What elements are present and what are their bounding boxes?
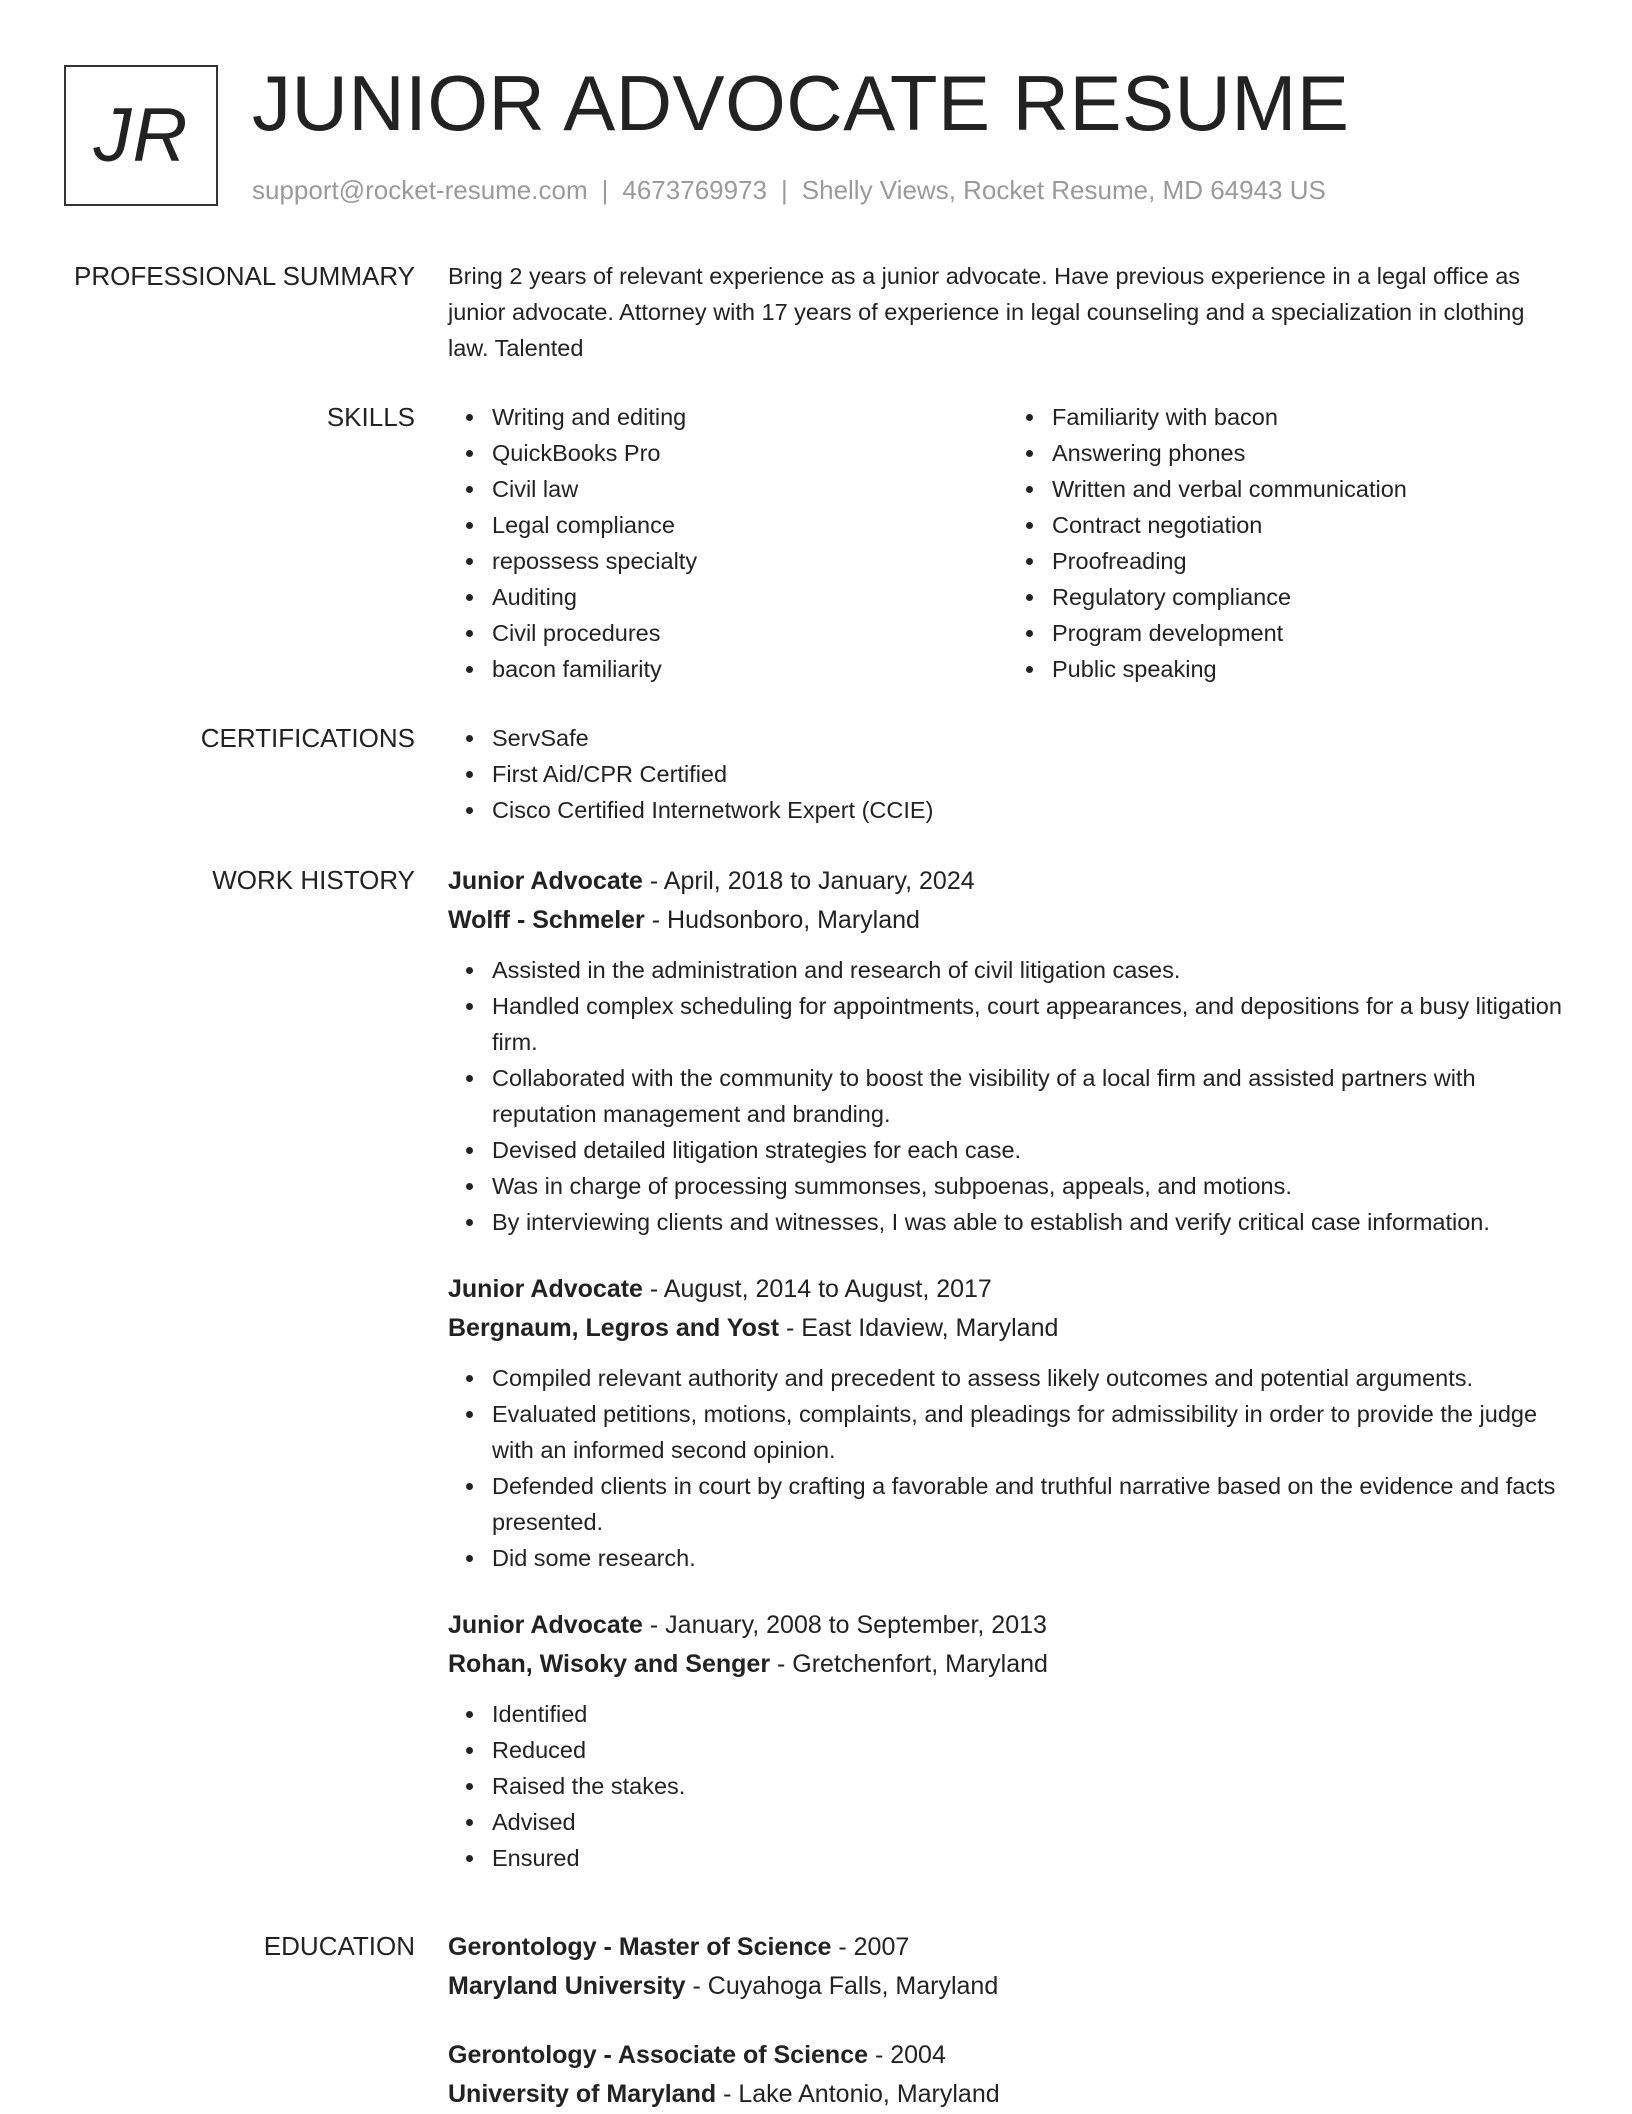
section-label-work-history: WORK HISTORY (212, 865, 415, 895)
job-dates: - April, 2018 to January, 2024 (642, 867, 975, 895)
job-location: - Hudsonboro, Maryland (644, 906, 920, 934)
job-duties-list (448, 1696, 1568, 1876)
list-item: Reduced (492, 1732, 1568, 1768)
contact-separator: | (601, 175, 609, 205)
certifications-body (448, 720, 1568, 828)
list-item: Compiled relevant authority and precedent to assess likely outcomes and potential arguments. (492, 1360, 1568, 1396)
education-degree: Gerontology - Associate of Science (448, 2041, 869, 2069)
job-location: - East Idaview, Maryland (779, 1314, 1059, 1342)
list-item: Identified (492, 1696, 1568, 1732)
list-item: Devised detailed litigation strategies for each case. (492, 1132, 1568, 1168)
job-company: Rohan, Wisoky and Senger (448, 1650, 771, 1678)
education-school: University of Maryland (448, 2080, 717, 2108)
contact-phone[interactable]: 4673769973 (622, 175, 767, 205)
job-company-line (448, 1645, 1568, 1684)
section-label-summary: PROFESSIONAL SUMMARY (74, 261, 415, 291)
job-dates: - August, 2014 to August, 2017 (642, 1275, 992, 1303)
education-body (448, 1928, 1568, 2114)
education-location: - Cuyahoga Falls, Maryland (685, 1972, 999, 2000)
education-degree: Gerontology - Master of Science (448, 1933, 832, 1961)
skills-list-right (1008, 399, 1568, 687)
list-item: Civil law (492, 471, 1008, 507)
education-year: - 2007 (831, 1933, 910, 1961)
list-item: bacon familiarity (492, 651, 1008, 687)
education-degree-line (448, 2036, 1568, 2075)
job-company-line (448, 1309, 1568, 1348)
list-item: Handled complex scheduling for appointments, court appearances, and depositions for a busy litigation firm. (492, 988, 1568, 1060)
section-label-certifications: CERTIFICATIONS (200, 723, 415, 753)
list-item: Was in charge of processing summonses, subpoenas, appeals, and motions. (492, 1168, 1568, 1204)
job-title: Junior Advocate (448, 867, 643, 895)
list-item: Cisco Certified Internetwork Expert (CCIE) (492, 792, 1568, 828)
contact-email[interactable]: support@rocket-resume.com (252, 175, 588, 205)
education-school-line (448, 1967, 1568, 2006)
section-label-education: EDUCATION (263, 1931, 415, 1961)
list-item: Answering phones (1052, 435, 1568, 471)
education-degree-line (448, 1928, 1568, 1967)
job-company-line (448, 901, 1568, 940)
list-item: Legal compliance (492, 507, 1008, 543)
job-duties-list (448, 1360, 1568, 1576)
list-item: Advised (492, 1804, 1568, 1840)
list-item: Assisted in the administration and research of civil litigation cases. (492, 952, 1568, 988)
job-title: Junior Advocate (448, 1611, 643, 1639)
education-entry (448, 2036, 1568, 2114)
list-item: Familiarity with bacon (1052, 399, 1568, 435)
list-item: Did some research. (492, 1540, 1568, 1576)
skills-list-left (448, 399, 1008, 687)
job-title-line (448, 1270, 1568, 1309)
education-entry (448, 1928, 1568, 2006)
education-location: - Lake Antonio, Maryland (716, 2080, 1000, 2108)
list-item: Proofreading (1052, 543, 1568, 579)
job-title: Junior Advocate (448, 1275, 643, 1303)
list-item: Contract negotiation (1052, 507, 1568, 543)
list-item: Auditing (492, 579, 1008, 615)
list-item: Writing and editing (492, 399, 1008, 435)
job-company: Wolff - Schmeler (448, 906, 645, 934)
job-title-line (448, 862, 1568, 901)
contact-line (252, 172, 1326, 208)
list-item: Defended clients in court by crafting a favorable and truthful narrative based on the evidence and facts presented. (492, 1468, 1568, 1540)
section-label-skills: SKILLS (326, 402, 415, 432)
list-item: Ensured (492, 1840, 1568, 1876)
certifications-list (448, 720, 1568, 828)
list-item: By interviewing clients and witnesses, I was able to establish and verify critical case information. (492, 1204, 1568, 1240)
list-item: repossess specialty (492, 543, 1008, 579)
list-item: QuickBooks Pro (492, 435, 1008, 471)
list-item: First Aid/CPR Certified (492, 756, 1568, 792)
resume-title: JUNIOR ADVOCATE RESUME (252, 59, 1350, 147)
contact-separator: | (781, 175, 788, 205)
job-title-line (448, 1606, 1568, 1645)
skills-grid (448, 399, 1568, 687)
job-company: Bergnaum, Legros and Yost (448, 1314, 780, 1342)
job-dates: - January, 2008 to September, 2013 (642, 1611, 1047, 1639)
job-entry (448, 1606, 1568, 1876)
monogram-badge: JR (64, 65, 218, 206)
job-location: - Gretchenfort, Maryland (770, 1650, 1048, 1678)
list-item: Collaborated with the community to boost the visibility of a local firm and assisted partners with reputation management and branding. (492, 1060, 1568, 1132)
job-entry (448, 1270, 1568, 1576)
list-item: ServSafe (492, 720, 1568, 756)
education-year: - 2004 (868, 2041, 946, 2069)
contact-address: Shelly Views, Rocket Resume, MD 64943 US (801, 175, 1326, 205)
list-item: Civil procedures (492, 615, 1008, 651)
job-entry (448, 862, 1568, 1240)
list-item: Raised the stakes. (492, 1768, 1568, 1804)
list-item: Program development (1052, 615, 1568, 651)
list-item: Public speaking (1052, 651, 1568, 687)
list-item: Evaluated petitions, motions, complaints, and pleadings for admissibility in order to provide the judge with an informed second opinion. (492, 1396, 1568, 1468)
summary-text: Bring 2 years of relevant experience as a junior advocate. Have previous experience in a legal office as junior advocate. Attorney with 17 years of experience in legal counseling and a specialization in clothing law. Talented (448, 263, 1525, 361)
list-item: Regulatory compliance (1052, 579, 1568, 615)
education-school-line (448, 2075, 1568, 2114)
education-school: Maryland University (448, 1972, 686, 2000)
job-duties-list (448, 952, 1568, 1240)
work-history-body (448, 862, 1568, 1876)
list-item: Written and verbal communication (1052, 471, 1568, 507)
